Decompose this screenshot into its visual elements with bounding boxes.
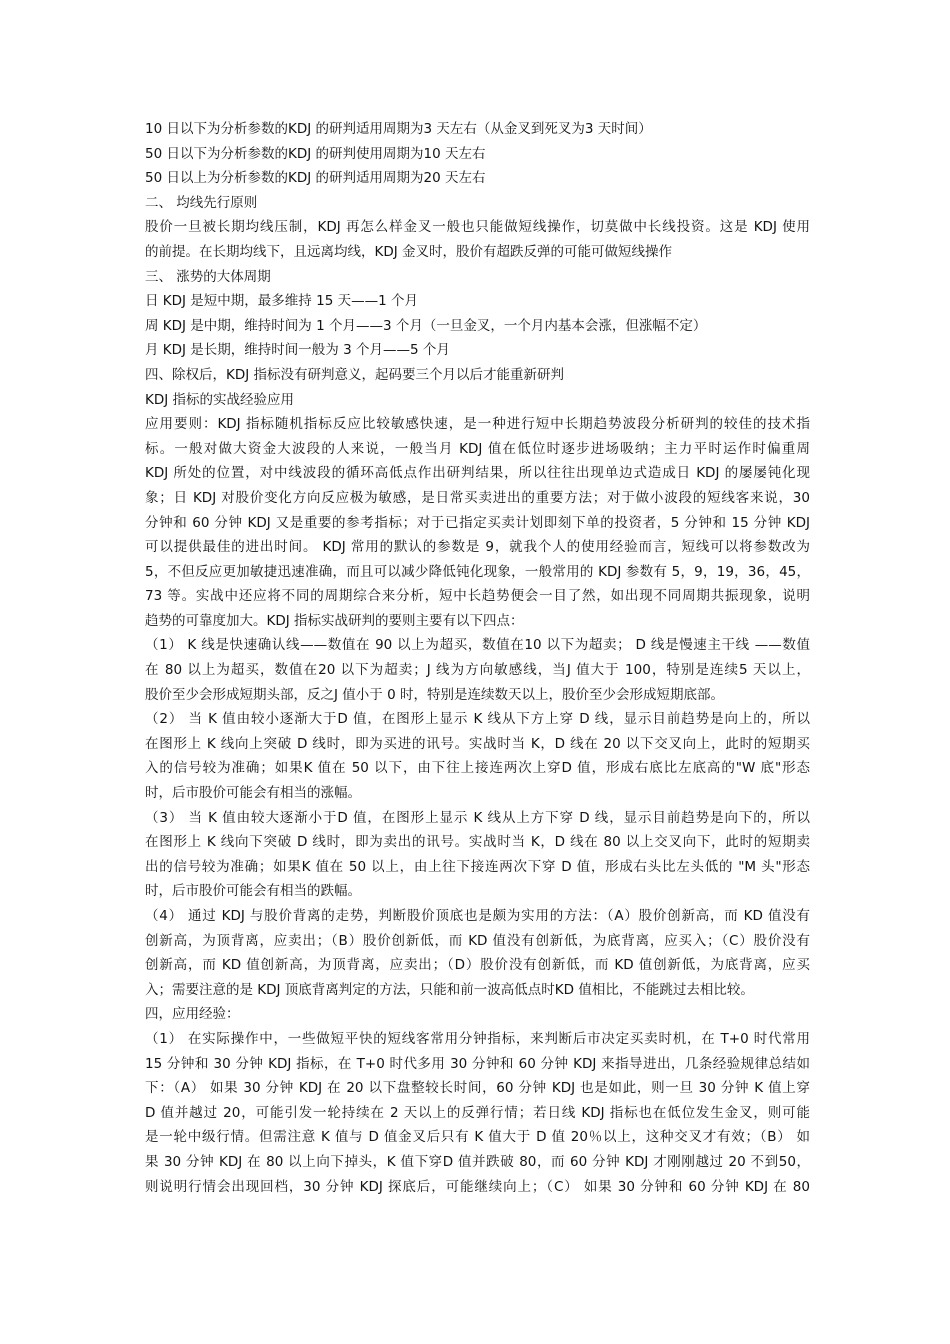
text-line: 月 KDJ 是长期，维持时间一般为 3 个月——5 个月 — [145, 342, 450, 359]
text-line: 分钟和 60 分钟 KDJ 又是重要的参考指标；对于已指定买卖计划即刻下单的投资者，5 分钟和 15 分钟 KDJ — [145, 514, 810, 531]
text-line: 股价一旦被长期均线压制，KDJ 再怎么样金叉一般也只能做短线操作，切莫做中长线投资。这是 KDJ 使用 — [145, 219, 810, 236]
text-line: （1） K 线是快速确认线——数值在 90 以上为超买，数值在10 以下为超卖； D 线是慢速主干线 ——数值 — [145, 637, 810, 654]
text-line: 四、除权后，KDJ 指标没有研判意义，起码要三个月以后才能重新研判 — [145, 366, 565, 383]
text-line: 应用要则：KDJ 指标随机指标反应比较敏感快速，是一种进行短中长期趋势波段分析研判的较佳的技术指 — [145, 416, 810, 433]
text-line: 73 等。实战中还应将不同的周期综合来分析，短中长趋势便会一目了然，如出现不同周期共振现象，说明 — [145, 588, 810, 605]
text-line: 50 日以下为分析参数的KDJ 的研判使用周期为10 天左右 — [145, 145, 486, 162]
text-line: 10 日以下为分析参数的KDJ 的研判适用周期为3 天左右（从金叉到死叉为3 天时间） — [145, 121, 652, 137]
text-line: 在图形上 K 线向下突破 D 线时，即为卖出的讯号。实战时当 K，D 线在 80 以上交叉向下，此时的短期卖 — [145, 834, 810, 851]
text-line: KDJ 所处的位置，对中线波段的循环高低点作出研判结果，所以往往出现单边式造成日 KDJ 的屡屡钝化现 — [145, 465, 810, 482]
text-line: 四，应用经验： — [145, 1006, 240, 1023]
text-line: 50 日以上为分析参数的KDJ 的研判适用周期为20 天左右 — [145, 170, 486, 187]
text-line: 标。一般对做大资金大波段的人来说，一般当月 KDJ 值在低位时逐步进场吸纳；主力平时运作时偏重周 — [145, 440, 810, 457]
text-line: 入的信号较为准确；如果K 值在 50 以下，由下往上接连两次上穿D 值，形成右底比左底高的"W 底"形态 — [145, 760, 810, 777]
text-line: 象；日 KDJ 对股价变化方向反应极为敏感，是日常买卖进出的重要方法；对于做小波段的短线客来说，30 — [145, 489, 810, 506]
text-line: D 值并越过 20，可能引发一轮持续在 2 天以上的反弹行情；若日线 KDJ 指标也在低位发生金叉，则可能 — [145, 1104, 810, 1121]
text-line: （1） 在实际操作中，一些做短平快的短线客常用分钟指标，来判断后市决定买卖时机，在 T+0 时代常用 — [145, 1030, 810, 1047]
text-line: 周 KDJ 是中期，维持时间为 1 个月——3 个月（一旦金叉，一个月内基本会涨，但涨幅不定） — [145, 317, 707, 334]
text-line: （3） 当 K 值由较大逐渐小于D 值，在图形上显示 K 线从上方下穿 D 线，显示目前趋势是向下的，所以 — [145, 809, 810, 826]
text-line: 创新高，为顶背离，应卖出；（B）股价创新低，而 KD 值没有创新低，为底背离，应买入；（C）股价没有 — [145, 932, 810, 949]
text-line: 时，后市股价可能会有相当的涨幅。 — [145, 785, 361, 802]
text-line: KDJ 指标的实战经验应用 — [145, 391, 295, 408]
document-body — [145, 117, 810, 1199]
text-line: 15 分钟和 30 分钟 KDJ 指标，在 T+0 时代多用 30 分钟和 60 分钟 KDJ 来指导进出，几条经验规律总结如 — [145, 1055, 810, 1072]
text-line: 是一轮中级行情。但需注意 K 值与 D 值金叉后只有 K 值大于 D 值 20％以上，这种交叉才有效；（B） 如 — [145, 1129, 810, 1146]
text-line: 时，后市股价可能会有相当的跌幅。 — [145, 883, 361, 900]
text-line: （2） 当 K 值由较小逐渐大于D 值，在图形上显示 K 线从下方上穿 D 线，显示目前趋势是向上的，所以 — [145, 711, 810, 728]
text-line: 出的信号较为准确；如果K 值在 50 以上，由上往下接连两次下穿 D 值，形成右头比左头低的 "M 头"形态 — [145, 858, 810, 875]
text-line: 日 KDJ 是短中期，最多维持 15 天——1 个月 — [145, 293, 418, 310]
text-line: 在图形上 K 线向上突破 D 线时，即为买进的讯号。实战时当 K，D 线在 20 以下交叉向上，此时的短期买 — [145, 735, 810, 752]
text-line: 的前提。在长期均线下，且远离均线，KDJ 金叉时，股价有超跌反弹的可能可做短线操作 — [145, 243, 673, 260]
text-line: 5，不但反应更加敏捷迅速准确，而且可以减少降低钝化现象，一般常用的 KDJ 参数有 5，9，19，36，45， — [145, 563, 810, 580]
text-line: 趋势的可靠度加大。KDJ 指标实战研判的要则主要有以下四点： — [145, 612, 524, 629]
text-line: 可以提供最佳的进出时间。 KDJ 常用的默认的参数是 9，就我个人的使用经验而言，短线可以将参数改为 — [145, 539, 810, 556]
text-line: 股价至少会形成短期头部，反之J 值小于 0 时，特别是连续数天以上，股价至少会形成短期底部。 — [145, 686, 724, 703]
text-line: 入；需要注意的是 KDJ 顶底背离判定的方法，只能和前一波高低点时KD 值相比，不能跳过去相比较。 — [145, 981, 754, 998]
text-line: 下：（A） 如果 30 分钟 KDJ 在 20 以下盘整较长时间，60 分钟 KDJ 也是如此，则一旦 30 分钟 K 值上穿 — [145, 1080, 810, 1097]
text-line: 果 30 分钟 KDJ 在 80 以上向下掉头，K 值下穿D 值并跌破 80，而 60 分钟 KDJ 才刚刚越过 20 不到50， — [145, 1153, 810, 1170]
text-line: 在 80 以上为超买，数值在20 以下为超卖；J 线为方向敏感线，当J 值大于 100，特别是连续5 天以上， — [145, 662, 810, 679]
text-line: （4） 通过 KDJ 与股价背离的走势，判断股价顶底也是颇为实用的方法：（A）股价创新高，而 KD 值没有 — [145, 908, 810, 924]
text-line: 三、 涨势的大体周期 — [145, 268, 271, 285]
text-line: 则说明行情会出现回档，30 分钟 KDJ 探底后，可能继续向上；（C） 如果 30 分钟和 60 分钟 KDJ 在 80 — [145, 1178, 810, 1195]
text-line: 创新高，而 KD 值创新高，为顶背离，应卖出；（D）股价没有创新低，而 KD 值创新低，为底背离，应买 — [145, 957, 810, 974]
text-line: 二、 均线先行原则 — [145, 194, 258, 211]
